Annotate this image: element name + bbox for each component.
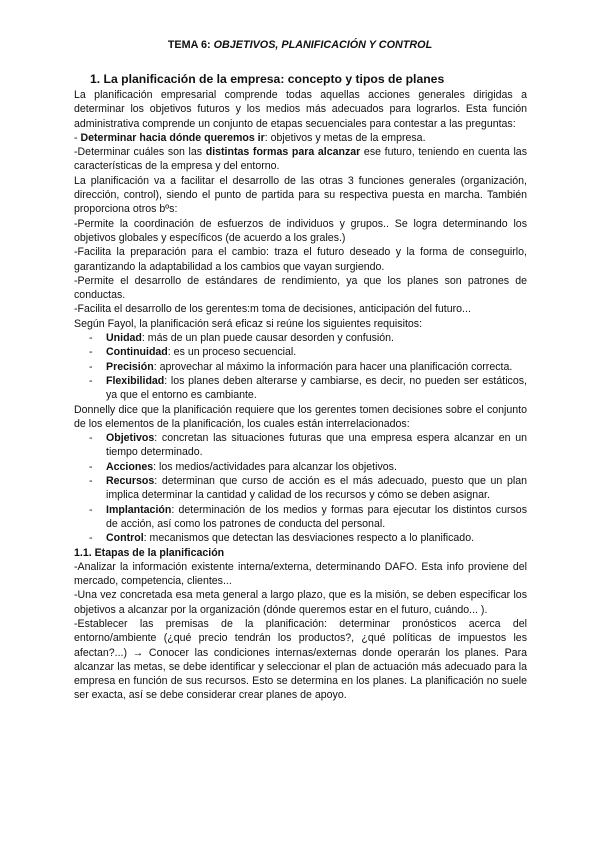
paragraph: - Determinar hacia dónde queremos ir: objetivos y metas de la empresa. [74,131,426,144]
paragraph: Según Fayol, la planificación será eficaz si reúne los siguientes requisitos: [74,317,423,330]
section-heading-1-1: 1.1. Etapas de la planificación [74,546,225,559]
title-prefix: TEMA 6: [167,39,214,51]
paragraph: -Una vez concretada esa meta general a largo plazo, que es la misión, se deben especificar los objetivos a alcanzar por la organización (dónde queremos estar en el futuro, cuándo... ). [74,589,527,616]
paragraph: -Establecer las premisas de la planificación: determinar pronósticos acerca del entorno/ambiente (¿qué precio tendrán los productos?, ¿qué políticas de impuestos les afectan?...) → Conocer las condiciones internas/externas donde operarán los planes. Para alcanzar las metas, se debe identificar y seleccionar el plan de actuación más adecuado para la empresa en función de sus recursos. Esto se determina en los planes. La planificación no suele ser exacta, así se debe considerar crear planes de apoyo. [74,617,527,702]
body-text [74,88,527,703]
term: Control [106,532,144,545]
list-item: - Acciones: los medios/actividades para alcanzar los objetivos. [106,460,527,474]
title-italic: OBJETIVOS, PLANIFICACIÓN Y CONTROL [213,39,433,51]
term: Continuidad [106,346,168,359]
list-item: - Precisión: aprovechar al máximo la información para hacer una planificación correcta. [106,360,527,374]
term: Unidad [106,332,142,345]
fayol-requirements-list [74,331,527,402]
term: Acciones [106,460,154,473]
paragraph: -Analizar la información existente interna/externa, determinando DAFO. Esta info proviene del mercado, competencia, clientes... [74,560,527,588]
paragraph: -Permite la coordinación de esfuerzos de individuos y grupos.. Se logra determinando los objetivos globales y específicos (de acuerdo a los grales.) [74,217,527,244]
list-item: - Control: mecanismos que detectan las desviaciones respecto a lo planificado. [106,531,527,545]
list-item: - Continuidad: es un proceso secuencial. [106,345,527,359]
list-item: - Objetivos: concretan las situaciones futuras que una empresa espera alcanzar en un tiempo determinado. [106,431,527,460]
term: Flexibilidad [106,374,165,387]
paragraph: -Facilita la preparación para el cambio: traza el futuro deseado y la forma de conseguirlo, garantizando la adaptabilidad a los cambios que vayan surgiendo. [74,246,527,273]
paragraph: Donnelly dice que la planificación requiere que los gerentes tomen decisiones sobre el conjunto de los elementos de la planificación, los cuales están interrelacionados: [74,403,527,430]
emphasis: distintas formas para alcanzar [205,146,361,159]
term: Precisión [106,360,154,373]
donnelly-elements-list [74,431,527,545]
paragraph: La planificación empresarial comprende todas aquellas acciones generales dirigidas a determinar los objetivos futuros y los medios más adecuados para lograrlos. Esta función administrativa comprende un conjunto de etapas secuenciales para contestar a las preguntas: [74,89,527,130]
list-item: - Implantación: determinación de los medios y formas para ejecutar los distintos cursos de acción, así como los patrones de conducta del personal. [106,503,527,532]
list-item: - Unidad: más de un plan puede causar desorden y confusión. [106,331,527,345]
paragraph: La planificación va a facilitar el desarrollo de las otras 3 funciones generales (organización, dirección, control), siendo el punto de partida para su respectiva puesta en marcha. También proporciona otros bºs: [74,174,527,216]
term: Objetivos [106,432,155,445]
paragraph: -Determinar cuáles son las distintas formas para alcanzar ese futuro, teniendo en cuenta las características de la empresa y del entorno. [74,146,527,173]
term: Recursos [106,475,155,488]
term: Implantación [106,503,172,516]
page-title [0,38,600,52]
paragraph: -Facilita el desarrollo de los gerentes:m toma de decisiones, anticipación del futuro... [74,303,471,316]
section-heading-1: 1. La planificación de la empresa: concepto y tipos de planes [90,72,445,86]
list-item: - Recursos: determinan que curso de acción es el más adecuado, puesto que un plan implica determinar la cantidad y calidad de los recursos y cómo se deben asignar. [106,474,527,503]
emphasis: Determinar hacia dónde queremos ir [80,131,265,144]
paragraph: -Permite el desarrollo de estándares de rendimiento, ya que los planes son patrones de conductas. [74,274,527,302]
list-item: - Flexibilidad: los planes deben alterarse y cambiarse, es decir, no pueden ser estáticos, ya que el entorno es cambiante. [106,374,527,403]
